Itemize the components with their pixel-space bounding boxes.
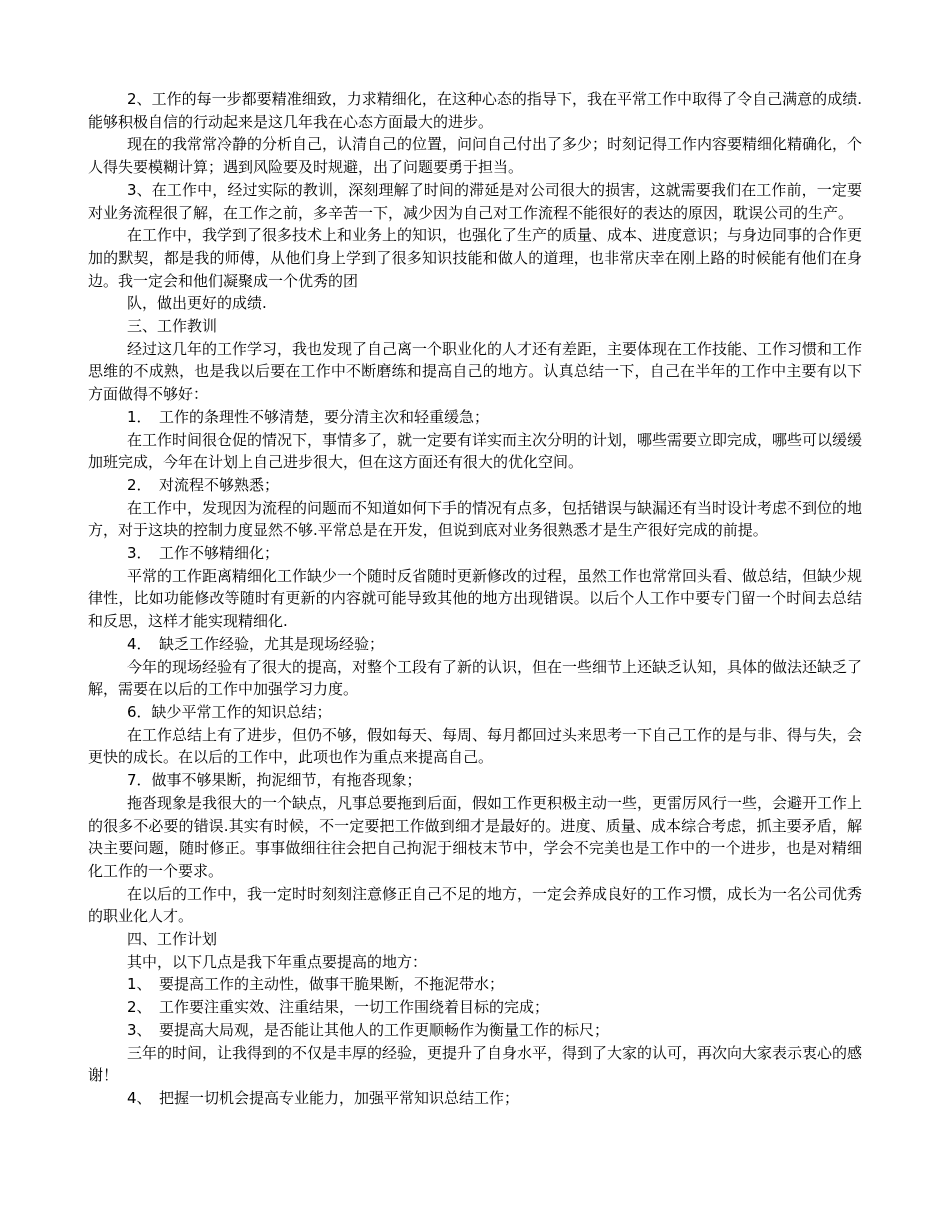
- list-item-2: 2． 对流程不够熟悉；: [127, 475, 280, 494]
- paragraph-7: 经过这几年的工作学习，我也发现了自己离一个职业化的人才还有差距，主要体现在工作技能、工作习惯和工作思维的不成熟，也是我以后要在工作中不断磨练和提高自己的地方。认真总结一下，自己在半年的工作中主要有以下方面做得不够好：: [88, 339, 863, 404]
- plan-item-1: 1、 要提高工作的主动性，做事干脆果断，不拖泥带水；: [127, 975, 505, 994]
- paragraph-1: 2、工作的每一步都要精准细致，力求精细化，在这种心态的指导下，我在平常工作中取得了令自己满意的成绩.能够积极自信的行动起来是这几年我在心态方面最大的进步。: [88, 90, 862, 131]
- plan-item-3: 3、 要提高大局观，是否能让其他人的工作更顺畅作为衡量工作的标尺；: [127, 1020, 610, 1039]
- plan-item-4: 4、 把握一切机会提高专业能力，加强平常知识总结工作；: [127, 1088, 520, 1107]
- section-heading-3: 三、工作教训: [127, 317, 218, 336]
- paragraph-22: 其中，以下几点是我下年重点要提高的地方：: [127, 952, 428, 971]
- list-item-3: 3． 工作不够精细化；: [127, 544, 280, 563]
- paragraph-2: 现在的我常常冷静的分析自己，认清自己的位置，问问自己付出了多少；时刻记得工作内容要精细化精确化，个人得失要模糊计算；遇到风险要及时规避，出了问题要勇于担当。: [88, 135, 863, 177]
- paragraph-5: 队，做出更好的成绩.: [127, 294, 267, 313]
- paragraph-26: 三年的时间，让我得到的不仅是丰厚的经验，更提升了自身水平，得到了大家的认可，再次向大家表示衷心的感谢！: [88, 1043, 863, 1085]
- paragraph-17: 在工作总结上有了进步，但仍不够，假如每天、每周、每月都回过头来思考一下自己工作的是与非、得与失，会更快的成长。在以后的工作中，此项也作为重点来提高自己。: [88, 725, 863, 767]
- plan-item-2: 2、 工作要注重实效、注重结果，一切工作围绕着目标的完成；: [127, 998, 550, 1017]
- paragraph-15: 今年的现场经验有了很大的提高，对整个工段有了新的认识，但在一些细节上还缺乏认知，具体的做法还缺乏了解，需要在以后的工作中加强学习力度。: [88, 657, 863, 699]
- paragraph-19: 拖沓现象是我很大的一个缺点，凡事总要拖到后面，假如工作更积极主动一些，更雷厉风行一些，会避开工作上的很多不必要的错误.其实有时候，不一定要把工作做到细才是最好的。进度、质量、成本综合考虑，抓主要矛盾，解决主要问题，随时修正。事事做细往往会把自己拘泥于细枝末节中，学会不完美也是工作中的一个进步，也是对精细化工作的一个要求。: [88, 793, 863, 880]
- section-heading-4: 四、工作计划: [127, 930, 218, 949]
- paragraph-13: 平常的工作距离精细化工作缺少一个随时反省随时更新修改的过程，虽然工作也常常回头看、做总结，但缺少规律性，比如功能修改等随时有更新的内容就可能导致其他的地方出现错误。以后个人工作中要专门留一个时间去总结和反思，这样才能实现精细化.: [88, 566, 863, 631]
- paragraph-20: 在以后的工作中，我一定时时刻刻注意修正自己不足的地方，一定会养成良好的工作习惯，成长为一名公司优秀的职业化人才。: [88, 884, 863, 926]
- paragraph-4: 在工作中，我学到了很多技术上和业务上的知识，也强化了生产的质量、成本、进度意识；与身边同事的合作更加的默契，都是我的师傅，从他们身上学到了很多知识技能和做人的道理，也非常庆幸在刚上路的时候能有他们在身边。我一定会和他们凝聚成一个优秀的团: [88, 226, 863, 290]
- list-item-7: 7．做事不够果断，拘泥细节，有拖沓现象；: [127, 771, 422, 790]
- paragraph-9: 在工作时间很仓促的情况下，事情多了，就一定要有详实而主次分明的计划，哪些需要立即完成，哪些可以缓缓加班完成，今年在计划上自己进步很大，但在这方面还有很大的优化空间。: [88, 430, 863, 472]
- paragraph-11: 在工作中，发现因为流程的问题而不知道如何下手的情况有点多，包括错误与缺漏还有当时设计考虑不到位的地方，对于这块的控制力度显然不够.平常总是在开发，但说到底对业务很熟悉才是生产很好完成的前提。: [88, 498, 863, 540]
- list-item-1: 1． 工作的条理性不够清楚，要分清主次和轻重缓急；: [127, 407, 490, 426]
- paragraph-3: 3、在工作中，经过实际的教训，深刻理解了时间的滞延是对公司很大的损害，这就需要我们在工作前，一定要对业务流程很了解，在工作之前，多辛苦一下，减少因为自己对工作流程不能很好的表达的原因，耽误公司的生产。: [88, 180, 862, 222]
- list-item-6: 6．缺少平常工作的知识总结；: [127, 702, 332, 721]
- list-item-4: 4． 缺乏工作经验，尤其是现场经验；: [127, 634, 385, 653]
